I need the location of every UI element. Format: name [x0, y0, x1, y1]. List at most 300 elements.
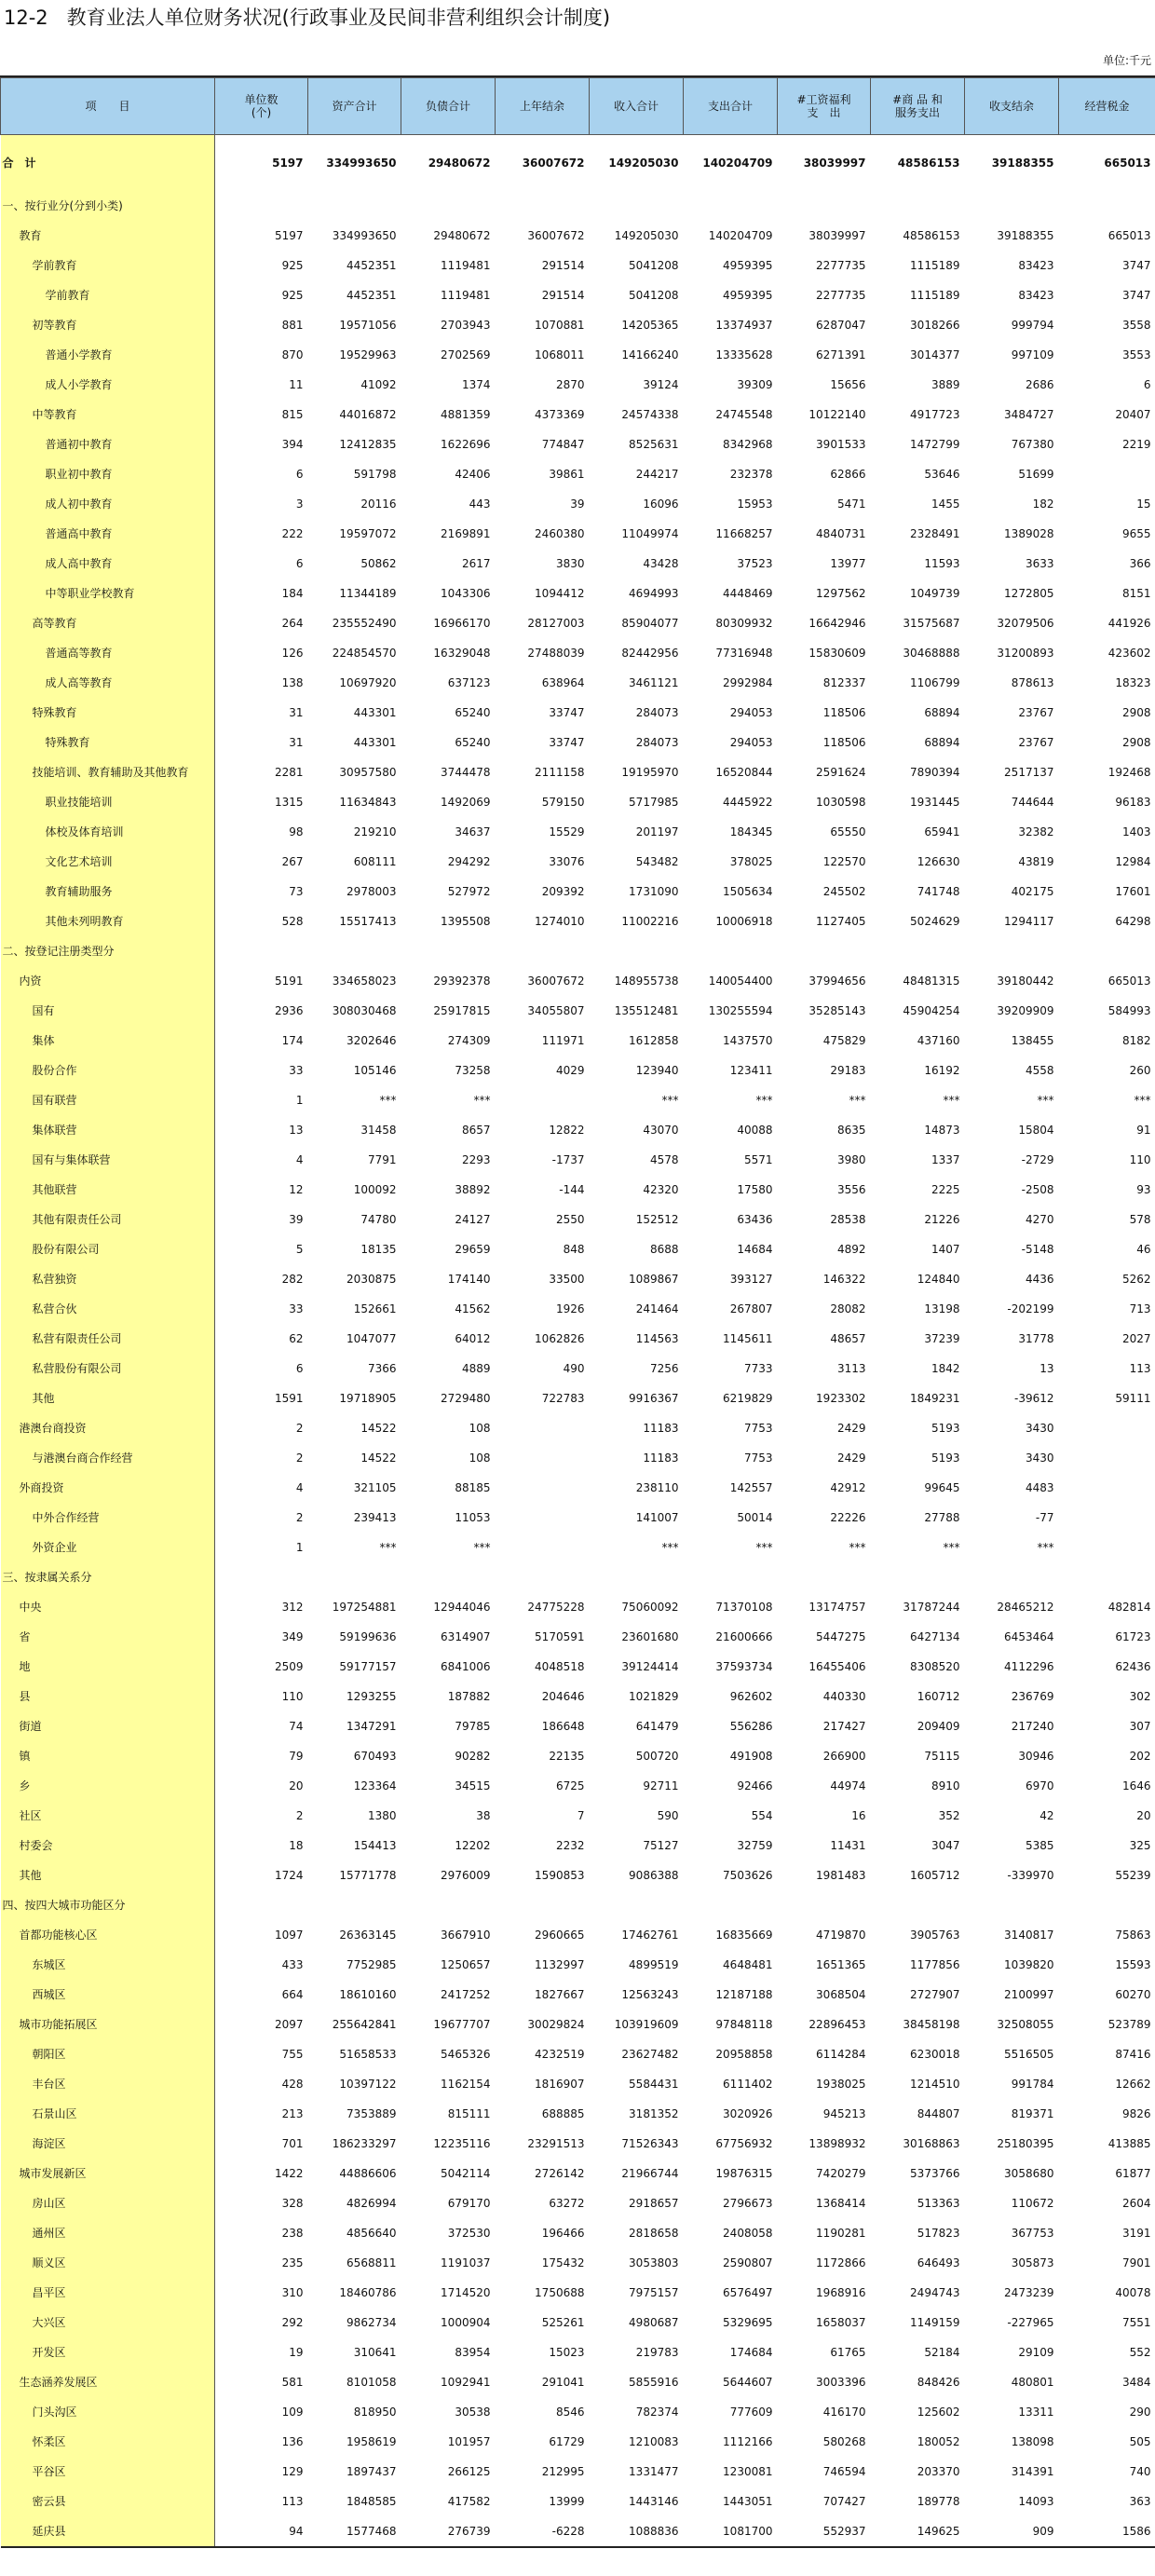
cell: 1443051 — [723, 2495, 773, 2508]
cell: 140204709 — [708, 229, 773, 242]
cell: 3047 — [931, 1839, 960, 1852]
cell: 19876315 — [715, 2167, 773, 2180]
cell: 2 — [295, 1422, 304, 1435]
header-item: 项 目 — [1, 78, 215, 135]
cell: 1590853 — [535, 1869, 585, 1882]
cell: 217427 — [822, 1720, 866, 1733]
cell: 334993650 — [326, 157, 397, 170]
cell: 13174757 — [808, 1601, 866, 1614]
cell: 74780 — [360, 1213, 397, 1226]
table-header — [1, 78, 1155, 135]
cell: 1403 — [1121, 825, 1151, 838]
table-row — [1, 2457, 1155, 2487]
cell: 1272805 — [1004, 587, 1054, 600]
cell: 1714520 — [441, 2286, 491, 2299]
cell: -77 — [1035, 1511, 1054, 1524]
table-row — [1, 2188, 1155, 2218]
cell: 15023 — [549, 2346, 585, 2359]
cell: 4889 — [461, 1362, 491, 1375]
cell: 27788 — [924, 1511, 960, 1524]
cell: 113 — [1129, 1362, 1151, 1375]
cell: 999794 — [1011, 319, 1054, 332]
header-cell: 收入合计 — [590, 78, 684, 135]
cell: 16096 — [643, 497, 679, 511]
cell: 11002216 — [621, 915, 679, 928]
cell — [496, 1890, 590, 1920]
cell: 394 — [281, 438, 304, 451]
table-row — [1, 2397, 1155, 2427]
cell: 5385 — [1025, 1839, 1054, 1852]
cell: 440330 — [822, 1690, 866, 1703]
cell: 235 — [281, 2256, 304, 2269]
cell: 23601680 — [621, 1630, 679, 1643]
cell: 7503626 — [723, 1869, 773, 1882]
row-label: 国有联营 — [1, 1085, 215, 1115]
cell: 12235116 — [433, 2137, 491, 2150]
cell — [496, 936, 590, 966]
cell: 32508055 — [997, 2018, 1054, 2031]
cell: 2281 — [274, 766, 304, 779]
cell: 701 — [281, 2137, 304, 2150]
table-row — [1, 1503, 1155, 1533]
cell: 2604 — [1121, 2197, 1151, 2210]
cell: 224854570 — [332, 647, 397, 660]
cell: 22135 — [549, 1750, 585, 1763]
cell: 1115189 — [910, 259, 960, 272]
table-row — [1, 1771, 1155, 1801]
cell: 4856640 — [346, 2227, 397, 2240]
cell: 5571 — [743, 1153, 773, 1166]
cell: 1331477 — [629, 2465, 679, 2478]
cell: 29109 — [1018, 2346, 1054, 2359]
cell: 50862 — [360, 557, 397, 570]
cell: 1062826 — [535, 1332, 585, 1345]
cell: 12822 — [549, 1124, 585, 1137]
cell: 1368414 — [816, 2197, 866, 2210]
cell: 14522 — [360, 1422, 397, 1435]
table-row — [1, 340, 1155, 370]
cell: 13335628 — [715, 348, 773, 361]
cell — [1059, 1413, 1155, 1443]
cell: 97848118 — [715, 2018, 773, 2031]
cell: 239413 — [353, 1511, 397, 1524]
cell: 4445922 — [723, 796, 773, 809]
cell: 670493 — [353, 1750, 397, 1763]
cell: 2796673 — [723, 2197, 773, 2210]
cell: 4452351 — [346, 259, 397, 272]
cell: 302 — [1129, 1690, 1151, 1703]
cell — [401, 1562, 496, 1592]
row-label: 中央 — [1, 1592, 215, 1622]
cell: 713 — [1129, 1302, 1151, 1315]
cell: 33 — [289, 1302, 304, 1315]
cell — [496, 191, 590, 221]
cell: 12412835 — [339, 438, 397, 451]
cell: 31778 — [1018, 1332, 1054, 1345]
cell: 2918657 — [629, 2197, 679, 2210]
cell — [778, 936, 871, 966]
cell: 113 — [281, 2495, 304, 2508]
cell: 13 — [289, 1124, 304, 1137]
cell: 1127405 — [816, 915, 866, 928]
cell: 75115 — [924, 1750, 960, 1763]
cell: 62866 — [830, 468, 866, 481]
cell: 3003396 — [816, 2376, 866, 2389]
cell: 328 — [281, 2197, 304, 2210]
cell: 238 — [281, 2227, 304, 2240]
cell: 83423 — [1018, 289, 1054, 302]
row-label: 大兴区 — [1, 2308, 215, 2337]
cell: 4 — [295, 1481, 304, 1494]
row-label: 私营有限责任公司 — [1, 1324, 215, 1354]
cell: 423602 — [1107, 647, 1151, 660]
cell: *** — [473, 1094, 491, 1107]
cell: 34515 — [455, 1779, 491, 1792]
cell: 197254881 — [332, 1601, 397, 1614]
cell — [215, 1890, 308, 1920]
cell: 782374 — [635, 2406, 679, 2419]
cell: -202199 — [1007, 1302, 1054, 1315]
cell: 334993650 — [332, 229, 397, 242]
cell: 39 — [570, 497, 585, 511]
cell: 24775228 — [527, 1601, 585, 1614]
cell: 1897437 — [346, 2465, 397, 2478]
cell: 38039997 — [808, 229, 866, 242]
cell: 38458198 — [903, 2018, 960, 2031]
cell: 1068011 — [535, 348, 585, 361]
cell — [871, 1562, 965, 1592]
row-label: 教育辅助服务 — [1, 877, 215, 906]
cell: 146322 — [822, 1273, 866, 1286]
cell: 33747 — [549, 736, 585, 749]
cell: 110 — [281, 1690, 304, 1703]
cell: 48481315 — [903, 975, 960, 988]
cell: 32759 — [737, 1839, 773, 1852]
cell: 42 — [1040, 1809, 1054, 1822]
cell: 23291513 — [527, 2137, 585, 2150]
cell: 1938025 — [816, 2078, 866, 2091]
cell: 19195970 — [621, 766, 679, 779]
cell: 61729 — [549, 2435, 585, 2448]
table-row — [1, 847, 1155, 877]
header-cell: #工资福利 支 出 — [778, 78, 871, 135]
cell: 12187188 — [715, 1988, 773, 2001]
cell: 4959395 — [723, 289, 773, 302]
cell: 525261 — [541, 2316, 585, 2329]
cell: 325 — [1129, 1839, 1151, 1852]
cell: 5516505 — [1004, 2048, 1054, 2061]
table-row — [1, 2248, 1155, 2278]
cell: 2429 — [836, 1452, 866, 1465]
cell: 62436 — [1115, 1660, 1151, 1673]
cell: 4840731 — [816, 527, 866, 540]
cell: 870 — [281, 348, 304, 361]
cell: 30468888 — [903, 647, 960, 660]
cell: 35285143 — [808, 1004, 866, 1017]
cell: 22226 — [830, 1511, 866, 1524]
cell: 590 — [657, 1809, 679, 1822]
table-row — [1, 877, 1155, 906]
cell: 11 — [289, 378, 304, 391]
cell: 284073 — [635, 706, 679, 719]
cell: 363 — [1129, 2495, 1151, 2508]
cell: 109 — [281, 2406, 304, 2419]
cell: 1274010 — [535, 915, 585, 928]
cell — [1059, 1562, 1155, 1592]
cell: 580268 — [822, 2435, 866, 2448]
row-label: 职业技能培训 — [1, 787, 215, 817]
row-label: 乡 — [1, 1771, 215, 1801]
cell: 2293 — [461, 1153, 491, 1166]
cell: 3202646 — [346, 1034, 397, 1047]
cell: 13374937 — [715, 319, 773, 332]
cell: 29183 — [830, 1064, 866, 1077]
cell: 11049974 — [621, 527, 679, 540]
row-label: 体校及体育培训 — [1, 817, 215, 847]
cell: 352 — [938, 1809, 960, 1822]
cell: 707427 — [822, 2495, 866, 2508]
table-row — [1, 2337, 1155, 2367]
table-row — [1, 698, 1155, 728]
cell: 10397122 — [339, 2078, 397, 2091]
cell — [308, 936, 401, 966]
cell: 61723 — [1115, 1630, 1151, 1643]
cell: 73258 — [455, 1064, 491, 1077]
cell: -2508 — [1021, 1183, 1054, 1196]
cell: 1081700 — [684, 2516, 778, 2547]
cell: 154413 — [353, 1839, 397, 1852]
cell: 3747 — [1121, 259, 1151, 272]
cell: 284073 — [635, 736, 679, 749]
cell: 196466 — [541, 2227, 585, 2240]
cell: 38 — [476, 1809, 491, 1822]
cell: 38892 — [455, 1183, 491, 1196]
cell: 37239 — [924, 1332, 960, 1345]
cell: -39612 — [1013, 1392, 1054, 1405]
header-row — [1, 78, 1155, 135]
cell: 100092 — [353, 1183, 397, 1196]
table-row — [1, 251, 1155, 280]
cell — [1059, 1533, 1155, 1562]
cell: 290 — [1129, 2406, 1151, 2419]
table-row — [1, 2278, 1155, 2308]
cell: 5717985 — [629, 796, 679, 809]
cell: 266125 — [447, 2465, 491, 2478]
cell: 2818658 — [629, 2227, 679, 2240]
header-cell: 收支结余 — [965, 78, 1059, 135]
row-label: 普通初中教育 — [1, 429, 215, 459]
cell: 138098 — [1011, 2435, 1054, 2448]
cell: 1492069 — [441, 796, 491, 809]
cell: 1191037 — [441, 2256, 491, 2269]
cell: 15517413 — [339, 915, 397, 928]
cell: 11183 — [643, 1422, 679, 1435]
cell — [215, 191, 308, 221]
cell: 32382 — [1018, 825, 1054, 838]
cell: *** — [661, 1094, 679, 1107]
cell: 24745548 — [715, 408, 773, 421]
cell — [590, 936, 684, 966]
cell: 428 — [281, 2078, 304, 2091]
table-body — [1, 135, 1155, 2548]
cell: 305873 — [1011, 2256, 1054, 2269]
cell: 10006918 — [715, 915, 773, 928]
table-row — [1, 2039, 1155, 2069]
table-row — [1, 519, 1155, 549]
cell: 12563243 — [621, 1988, 679, 2001]
cell: 34055807 — [527, 1004, 585, 1017]
cell: 7752985 — [346, 1958, 397, 1971]
table-row — [1, 310, 1155, 340]
cell: 8151 — [1121, 587, 1151, 600]
row-label: 石景山区 — [1, 2099, 215, 2129]
row-label: 其他未列明教育 — [1, 906, 215, 936]
table-row — [1, 1443, 1155, 1473]
cell: 32079506 — [997, 617, 1054, 630]
cell — [496, 1533, 590, 1562]
cell: 437160 — [917, 1034, 960, 1047]
cell — [965, 191, 1059, 221]
cell: 282 — [281, 1273, 304, 1286]
cell: 11344189 — [339, 587, 397, 600]
cell: -227965 — [1007, 2316, 1054, 2329]
cell: 294292 — [447, 855, 491, 868]
cell — [684, 936, 778, 966]
cell: 1106799 — [910, 676, 960, 689]
cell: 7890394 — [910, 766, 960, 779]
cell: 140054400 — [708, 975, 773, 988]
cell: *** — [849, 1541, 866, 1554]
cell — [965, 1890, 1059, 1920]
cell: 741748 — [917, 885, 960, 898]
cell: 232378 — [729, 468, 773, 481]
row-label: 私营独资 — [1, 1264, 215, 1294]
row-label: 海淀区 — [1, 2129, 215, 2159]
cell: 443301 — [353, 736, 397, 749]
row-label: 二、按登记注册类型分 — [1, 936, 215, 966]
cell: 123364 — [353, 1779, 397, 1792]
cell — [215, 936, 308, 966]
cell: 3980 — [836, 1153, 866, 1166]
cell: 175432 — [541, 2256, 585, 2269]
cell: 1047077 — [346, 1332, 397, 1345]
cell: 637123 — [447, 676, 491, 689]
cell: 1926 — [555, 1302, 585, 1315]
cell: 2027 — [1121, 1332, 1151, 1345]
cell: -2729 — [1021, 1153, 1054, 1166]
table-row — [1, 135, 1155, 192]
table-row — [1, 1711, 1155, 1741]
cell: 264 — [281, 617, 304, 630]
row-label: 村委会 — [1, 1831, 215, 1860]
cell: 1842 — [931, 1362, 960, 1375]
cell: 1112166 — [723, 2435, 773, 2448]
cell: 33747 — [549, 706, 585, 719]
cell: -5148 — [1021, 1243, 1054, 1256]
cell: 59177157 — [339, 1660, 397, 1673]
row-label: 昌平区 — [1, 2278, 215, 2308]
cell: 10697920 — [339, 676, 397, 689]
cell: 26363145 — [339, 1929, 397, 1942]
cell: 7975157 — [629, 2286, 679, 2299]
row-label: 顺义区 — [1, 2248, 215, 2278]
cell: 5041208 — [629, 259, 679, 272]
cell: -6228 — [496, 2516, 590, 2547]
cell: 6314907 — [441, 1630, 491, 1643]
cell: 16 — [851, 1809, 866, 1822]
cell: 61765 — [830, 2346, 866, 2359]
cell: 7353889 — [346, 2107, 397, 2120]
cell: 3889 — [931, 378, 960, 391]
cell — [871, 936, 965, 966]
cell: 991784 — [1011, 2078, 1054, 2091]
cell: 92711 — [643, 1779, 679, 1792]
table-row — [1, 1026, 1155, 1056]
cell: 443301 — [353, 706, 397, 719]
cell: 1297562 — [816, 587, 866, 600]
cell: 24574338 — [621, 408, 679, 421]
cell: 367753 — [1011, 2227, 1054, 2240]
cell: 881 — [281, 319, 304, 332]
cell: 3484727 — [1004, 408, 1054, 421]
finance-table — [0, 77, 1155, 2548]
cell: 321105 — [353, 1481, 397, 1494]
cell: 3558 — [1121, 319, 1151, 332]
table-row — [1, 2129, 1155, 2159]
cell: 1039820 — [1004, 1958, 1054, 1971]
cell: 184 — [281, 587, 304, 600]
cell: 99645 — [924, 1481, 960, 1494]
table-row — [1, 459, 1155, 489]
cell: 777609 — [729, 2406, 773, 2419]
cell: 29480672 — [428, 157, 491, 170]
table-row — [1, 280, 1155, 310]
row-label: 集体联营 — [1, 1115, 215, 1145]
cell: 8342968 — [723, 438, 773, 451]
row-label: 普通高中教育 — [1, 519, 215, 549]
row-label: 其他有限责任公司 — [1, 1205, 215, 1234]
cell — [496, 1562, 590, 1592]
row-label: 股份合作 — [1, 1056, 215, 1085]
cell: 65240 — [455, 706, 491, 719]
cell: 4436 — [1025, 1273, 1054, 1286]
cell: 20407 — [1115, 408, 1151, 421]
cell: 3020926 — [723, 2107, 773, 2120]
cell: 6725 — [555, 1779, 585, 1792]
cell: 8635 — [836, 1124, 866, 1137]
row-label: 西城区 — [1, 1980, 215, 2010]
cell — [1059, 1890, 1155, 1920]
cell: 105146 — [353, 1064, 397, 1077]
cell: 87416 — [1115, 2048, 1151, 2061]
cell: 5170591 — [535, 1630, 585, 1643]
cell: 75060092 — [621, 1601, 679, 1614]
cell: 1622696 — [441, 438, 491, 451]
cell: 1043306 — [441, 587, 491, 600]
cell: 18 — [289, 1839, 304, 1852]
row-label: 中外合作经营 — [1, 1503, 215, 1533]
cell: 2219 — [1121, 438, 1151, 451]
cell: 1293255 — [346, 1690, 397, 1703]
cell: 4232519 — [535, 2048, 585, 2061]
cell: 245502 — [822, 885, 866, 898]
cell: 15 — [1136, 497, 1151, 511]
cell: 2 — [295, 1809, 304, 1822]
cell: 4048518 — [535, 1660, 585, 1673]
table-row — [1, 1860, 1155, 1890]
cell: 3140817 — [1004, 1929, 1054, 1942]
cell: 209409 — [917, 1720, 960, 1733]
